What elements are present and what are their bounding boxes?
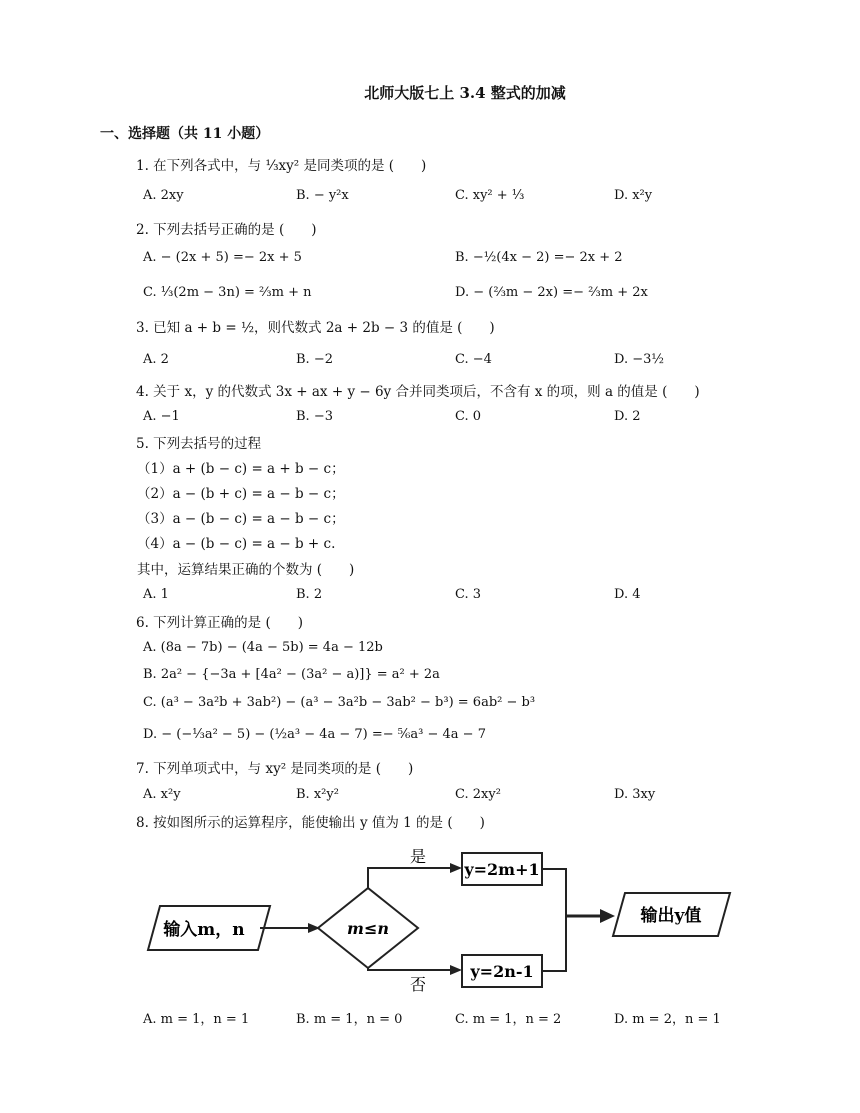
- q6-option-d[interactable]: D. − (−⅓a² − 5) − (½a³ − 4a − 7) =− ⅚a³ − 4a − 7: [143, 727, 486, 742]
- q7-option-b[interactable]: B. x²y²: [296, 787, 339, 802]
- question-5-stem: 5. 下列去括号的过程: [136, 436, 262, 452]
- q5-step-3: （3）a − (b − c) = a − b − c；: [137, 511, 345, 527]
- q5-option-c[interactable]: C. 3: [455, 587, 482, 602]
- q1-option-d[interactable]: D. x²y: [614, 188, 653, 203]
- flow-output-text: 输出y值: [640, 906, 702, 926]
- flow-no-line: [368, 968, 452, 970]
- q8-option-d[interactable]: D. m = 2，n = 1: [614, 1012, 721, 1027]
- question-3-stem: 3. 已知 a + b = ½，则代数式 2a + 2b − 3 的值是 ( ): [136, 320, 495, 336]
- q2-option-b[interactable]: B. −½(4x − 2) =− 2x + 2: [455, 250, 623, 265]
- q4-option-c[interactable]: C. 0: [455, 409, 482, 424]
- flow-yes-arrowhead: [450, 863, 462, 873]
- page-title: 北师大版七上 3.4 整式的加减: [364, 84, 566, 102]
- flowchart: [140, 838, 740, 1003]
- q5-step-4: （4）a − (b − c) = a − b + c.: [137, 536, 336, 552]
- q8-option-b[interactable]: B. m = 1，n = 0: [296, 1012, 403, 1027]
- flow-arrowhead-out: [600, 909, 615, 923]
- q3-option-b[interactable]: B. −2: [296, 352, 333, 367]
- q6-option-c[interactable]: C. (a³ − 3a²b + 3ab²) − (a³ − 3a²b − 3ab² − b³) = 6ab² − b³: [143, 695, 536, 710]
- question-4-stem: 4. 关于 x，y 的代数式 3x + ax + y − 6y 合并同类项后，不含有 x 的项，则 a 的值是 ( ): [136, 384, 700, 400]
- question-8-stem: 8. 按如图所示的运算程序，能使输出 y 值为 1 的是 ( ): [136, 815, 485, 831]
- q4-option-a[interactable]: A. −1: [143, 409, 180, 424]
- flow-merge-line: [542, 869, 566, 971]
- q7-option-c[interactable]: C. 2xy²: [455, 787, 501, 802]
- flow-no-label: 否: [409, 975, 427, 994]
- q2-option-c[interactable]: C. ⅓(2m − 3n) = ⅔m + n: [143, 285, 312, 300]
- q1-option-c[interactable]: C. xy² + ⅓: [455, 188, 525, 203]
- q3-option-a[interactable]: A. 2: [143, 352, 169, 367]
- q5-step-2: （2）a − (b + c) = a − b − c；: [137, 486, 345, 502]
- section-heading: 一、选择题（共 11 小题）: [100, 126, 270, 142]
- flow-input-text: 输入m，n: [163, 920, 245, 940]
- q8-option-a[interactable]: A. m = 1，n = 1: [143, 1012, 250, 1027]
- question-1-stem: 1. 在下列各式中，与 ⅓xy² 是同类项的是 ( ): [136, 158, 427, 174]
- flow-yes-label: 是: [409, 847, 427, 866]
- q7-option-a[interactable]: A. x²y: [143, 787, 181, 802]
- q7-option-d[interactable]: D. 3xy: [614, 787, 656, 802]
- q6-option-b[interactable]: B. 2a² − {−3a + [4a² − (3a² − a)]} = a² + 2a: [143, 667, 440, 682]
- q4-option-b[interactable]: B. −3: [296, 409, 333, 424]
- q5-option-a[interactable]: A. 1: [143, 587, 169, 602]
- q5-step-1: （1）a + (b − c) = a + b − c；: [137, 461, 345, 477]
- q8-option-c[interactable]: C. m = 1，n = 2: [455, 1012, 562, 1027]
- q4-option-d[interactable]: D. 2: [614, 409, 641, 424]
- q2-option-d[interactable]: D. − (⅔m − 2x) =− ⅔m + 2x: [455, 285, 648, 300]
- q2-option-a[interactable]: A. − (2x + 5) =− 2x + 5: [143, 250, 302, 265]
- q5-option-d[interactable]: D. 4: [614, 587, 641, 602]
- q1-option-b[interactable]: B. − y²x: [296, 188, 349, 203]
- flow-yes-line: [368, 868, 452, 888]
- q6-option-a[interactable]: A. (8a − 7b) − (4a − 5b) = 4a − 12b: [143, 640, 383, 655]
- flow-condition-text: m≤n: [347, 919, 389, 938]
- q5-tail: 其中，运算结果正确的个数为 ( ): [137, 562, 355, 578]
- flow-no-box-text: y=2n-1: [470, 962, 534, 981]
- question-6-stem: 6. 下列计算正确的是 ( ): [136, 615, 303, 631]
- flow-no-arrowhead: [450, 965, 462, 975]
- q5-option-b[interactable]: B. 2: [296, 587, 323, 602]
- flow-yes-box-text: y=2m+1: [464, 860, 540, 879]
- question-7-stem: 7. 下列单项式中，与 xy² 是同类项的是 ( ): [136, 761, 414, 777]
- q3-option-c[interactable]: C. −4: [455, 352, 492, 367]
- q3-option-d[interactable]: D. −3½: [614, 352, 664, 367]
- question-2-stem: 2. 下列去括号正确的是 ( ): [136, 222, 317, 238]
- q1-option-a[interactable]: A. 2xy: [143, 188, 184, 203]
